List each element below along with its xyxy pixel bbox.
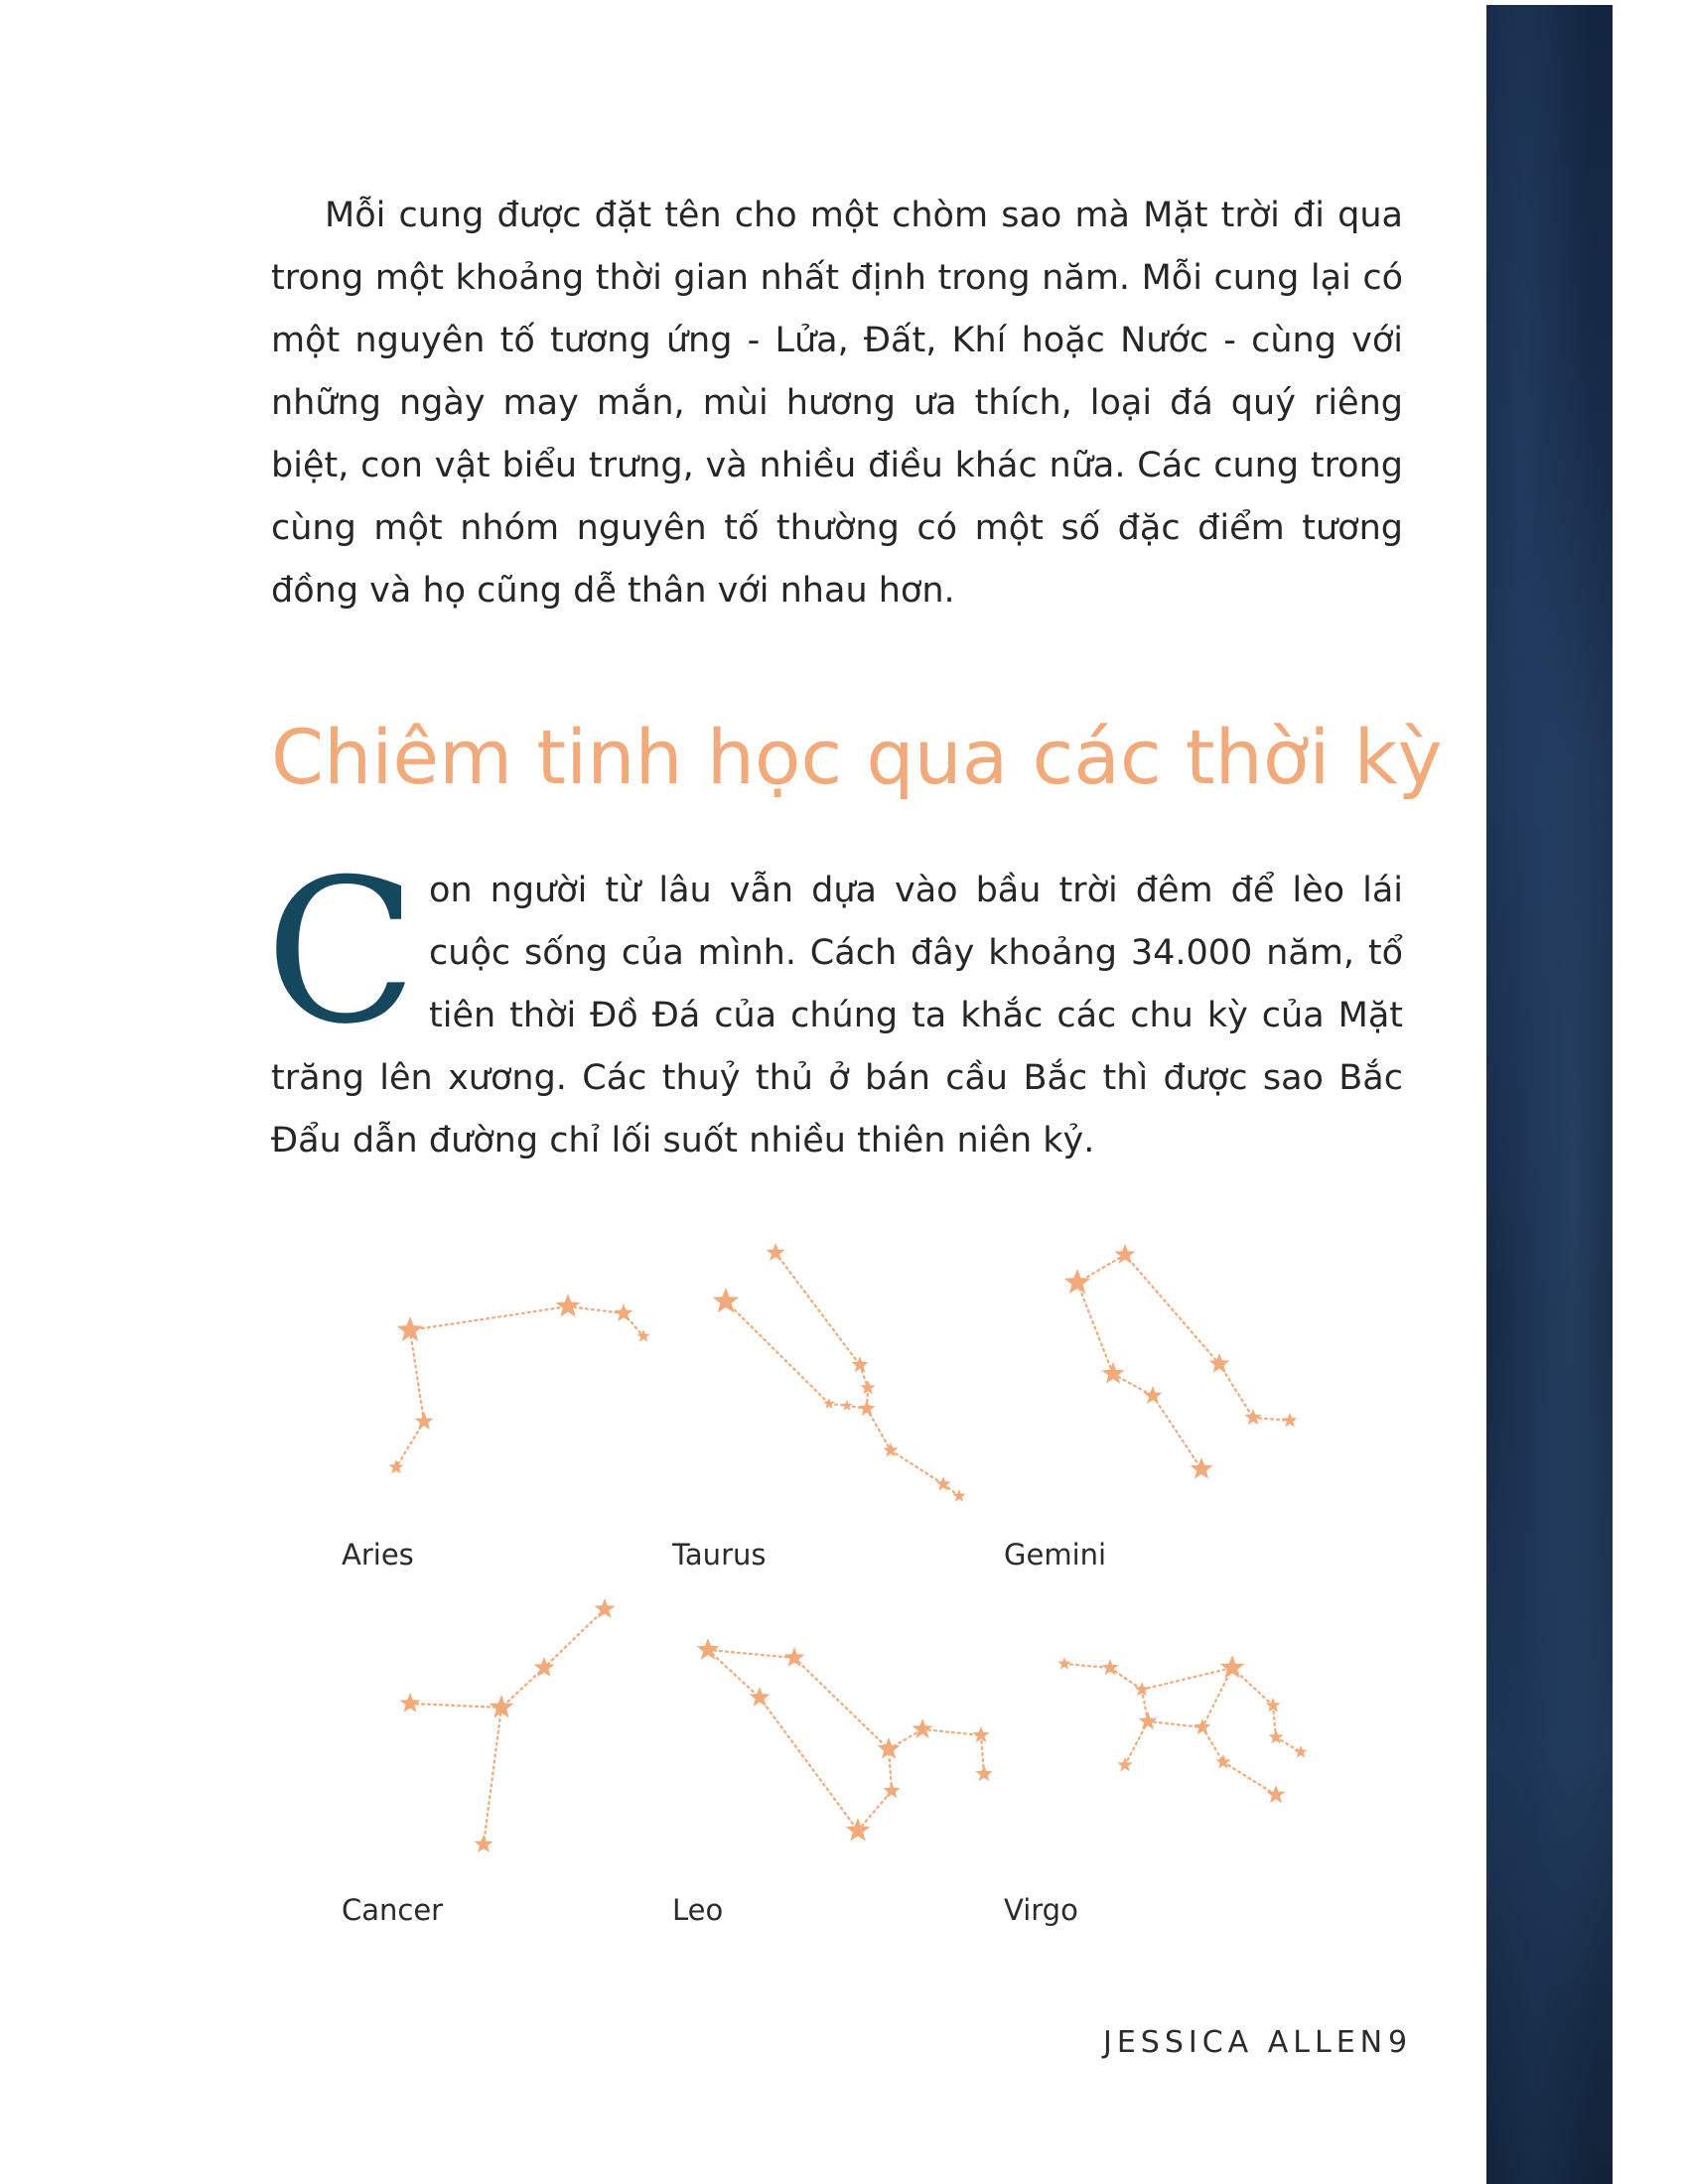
constellation-gemini: [1004, 1244, 1298, 1571]
constellation-line: [858, 1791, 892, 1831]
star-icon: [860, 1380, 875, 1395]
constellation-line: [775, 1253, 860, 1365]
star-icon: [858, 1400, 875, 1416]
constellation-line: [1110, 1668, 1142, 1690]
star-icon: [400, 1693, 421, 1712]
star-icon: [595, 1598, 616, 1618]
constellation-cancer: [342, 1598, 616, 1927]
star-icon: [556, 1294, 581, 1317]
star-icon: [952, 1489, 965, 1502]
section-heading: Chiêm tinh học qua các thời kỳ: [271, 713, 1443, 801]
constellation-label-aries: Aries: [342, 1538, 414, 1571]
constellation-line: [1125, 1255, 1219, 1364]
star-icon: [1139, 1711, 1158, 1729]
star-icon: [1282, 1413, 1297, 1428]
star-icon: [1267, 1785, 1286, 1803]
constellation-line: [501, 1668, 544, 1707]
dropcap-paragraph-text: on người từ lâu vẫn dựa vào bầu trời đêm để lèo lái cuộc sống của mình. Cách đây khoảng 34.000 năm, tổ tiên thời Đồ Đá của chúng ta khắc các chu kỳ của Mặt trăng lên xương. Các thuỷ thủ ở bán cầu Bắc thì được sao Bắc Đẩu dẫn đường chỉ lối suốt nhiều thiên niên kỷ.: [271, 871, 1403, 1160]
constellation-line: [708, 1650, 794, 1658]
constellation-label-leo: Leo: [672, 1893, 724, 1927]
star-icon: [1115, 1244, 1136, 1264]
constellation-leo: [672, 1638, 993, 1927]
star-icon: [1191, 1457, 1213, 1479]
constellation-label-taurus: Taurus: [672, 1538, 767, 1571]
star-icon: [475, 1835, 493, 1852]
star-icon: [883, 1782, 900, 1798]
star-icon: [1220, 1655, 1245, 1679]
constellation-line: [568, 1306, 624, 1313]
constellation-label-cancer: Cancer: [342, 1893, 444, 1927]
star-icon: [1194, 1718, 1210, 1734]
page-number: 9: [1388, 2025, 1408, 2060]
star-icon: [1064, 1269, 1091, 1294]
constellation-line: [484, 1707, 501, 1844]
dropcap-letter: C: [265, 837, 418, 1068]
intro-paragraph: Mỗi cung được đặt tên cho một chòm sao mà Mặt trời đi qua trong một khoảng thời gian nhất định trong năm. Mỗi cung lại có một nguyên tố tương ứng - Lửa, Đất, Khí hoặc Nước - cùng với những ngày may mắn, mùi hương ưa thích, loại đá quý riêng biệt, con vật biểu trưng, và nhiều điều khác nữa. Các cung trong cùng một nhóm nguyên tố thường có một số đặc điểm tương đồng và họ cũng dễ thân với nhau hơn.: [271, 196, 1403, 611]
constellation-label-virgo: Virgo: [1004, 1893, 1078, 1927]
star-icon: [1057, 1657, 1070, 1670]
star-icon: [1294, 1745, 1307, 1758]
star-icon: [615, 1303, 633, 1321]
constellation-line: [1223, 1762, 1276, 1795]
constellation-aries: [342, 1294, 650, 1571]
constellation-line: [922, 1729, 981, 1735]
constellation-line: [1113, 1374, 1153, 1396]
star-icon: [397, 1316, 424, 1341]
star-icon: [1134, 1682, 1149, 1697]
constellation-line: [708, 1650, 760, 1698]
footer-author: JESSICA ALLEN: [1103, 2025, 1388, 2060]
constellation-line: [410, 1306, 568, 1330]
constellation-line: [1148, 1721, 1202, 1727]
constellation-line: [726, 1301, 829, 1404]
constellation-line: [1202, 1668, 1232, 1727]
star-icon: [913, 1718, 933, 1738]
constellation-line: [410, 1704, 501, 1707]
star-icon: [1102, 1362, 1125, 1384]
star-icon: [1117, 1757, 1132, 1772]
constellation-line: [891, 1450, 943, 1484]
star-icon: [388, 1459, 403, 1474]
constellation-line: [760, 1698, 858, 1831]
constellation-taurus: [671, 1243, 966, 1571]
star-icon: [1144, 1386, 1163, 1404]
constellation-line: [794, 1658, 889, 1749]
constellation-line: [1153, 1396, 1201, 1469]
constellation-line: [1125, 1721, 1148, 1765]
constellation-line: [1142, 1668, 1232, 1690]
constellation-line: [544, 1609, 605, 1668]
star-icon: [784, 1647, 805, 1667]
star-icon: [841, 1400, 852, 1411]
constellation-line: [1077, 1283, 1113, 1374]
star-icon: [972, 1726, 989, 1742]
star-icon: [767, 1243, 785, 1261]
constellation-line: [410, 1330, 424, 1422]
constellation-line: [867, 1409, 891, 1450]
star-icon: [1244, 1409, 1261, 1425]
constellation-label-gemini: Gemini: [1004, 1538, 1107, 1571]
star-icon: [713, 1288, 740, 1312]
constellation-virgo: [1004, 1655, 1308, 1927]
constellation-line: [1219, 1364, 1253, 1418]
star-icon: [697, 1638, 720, 1660]
star-icon: [415, 1412, 434, 1430]
star-icon: [975, 1765, 992, 1781]
